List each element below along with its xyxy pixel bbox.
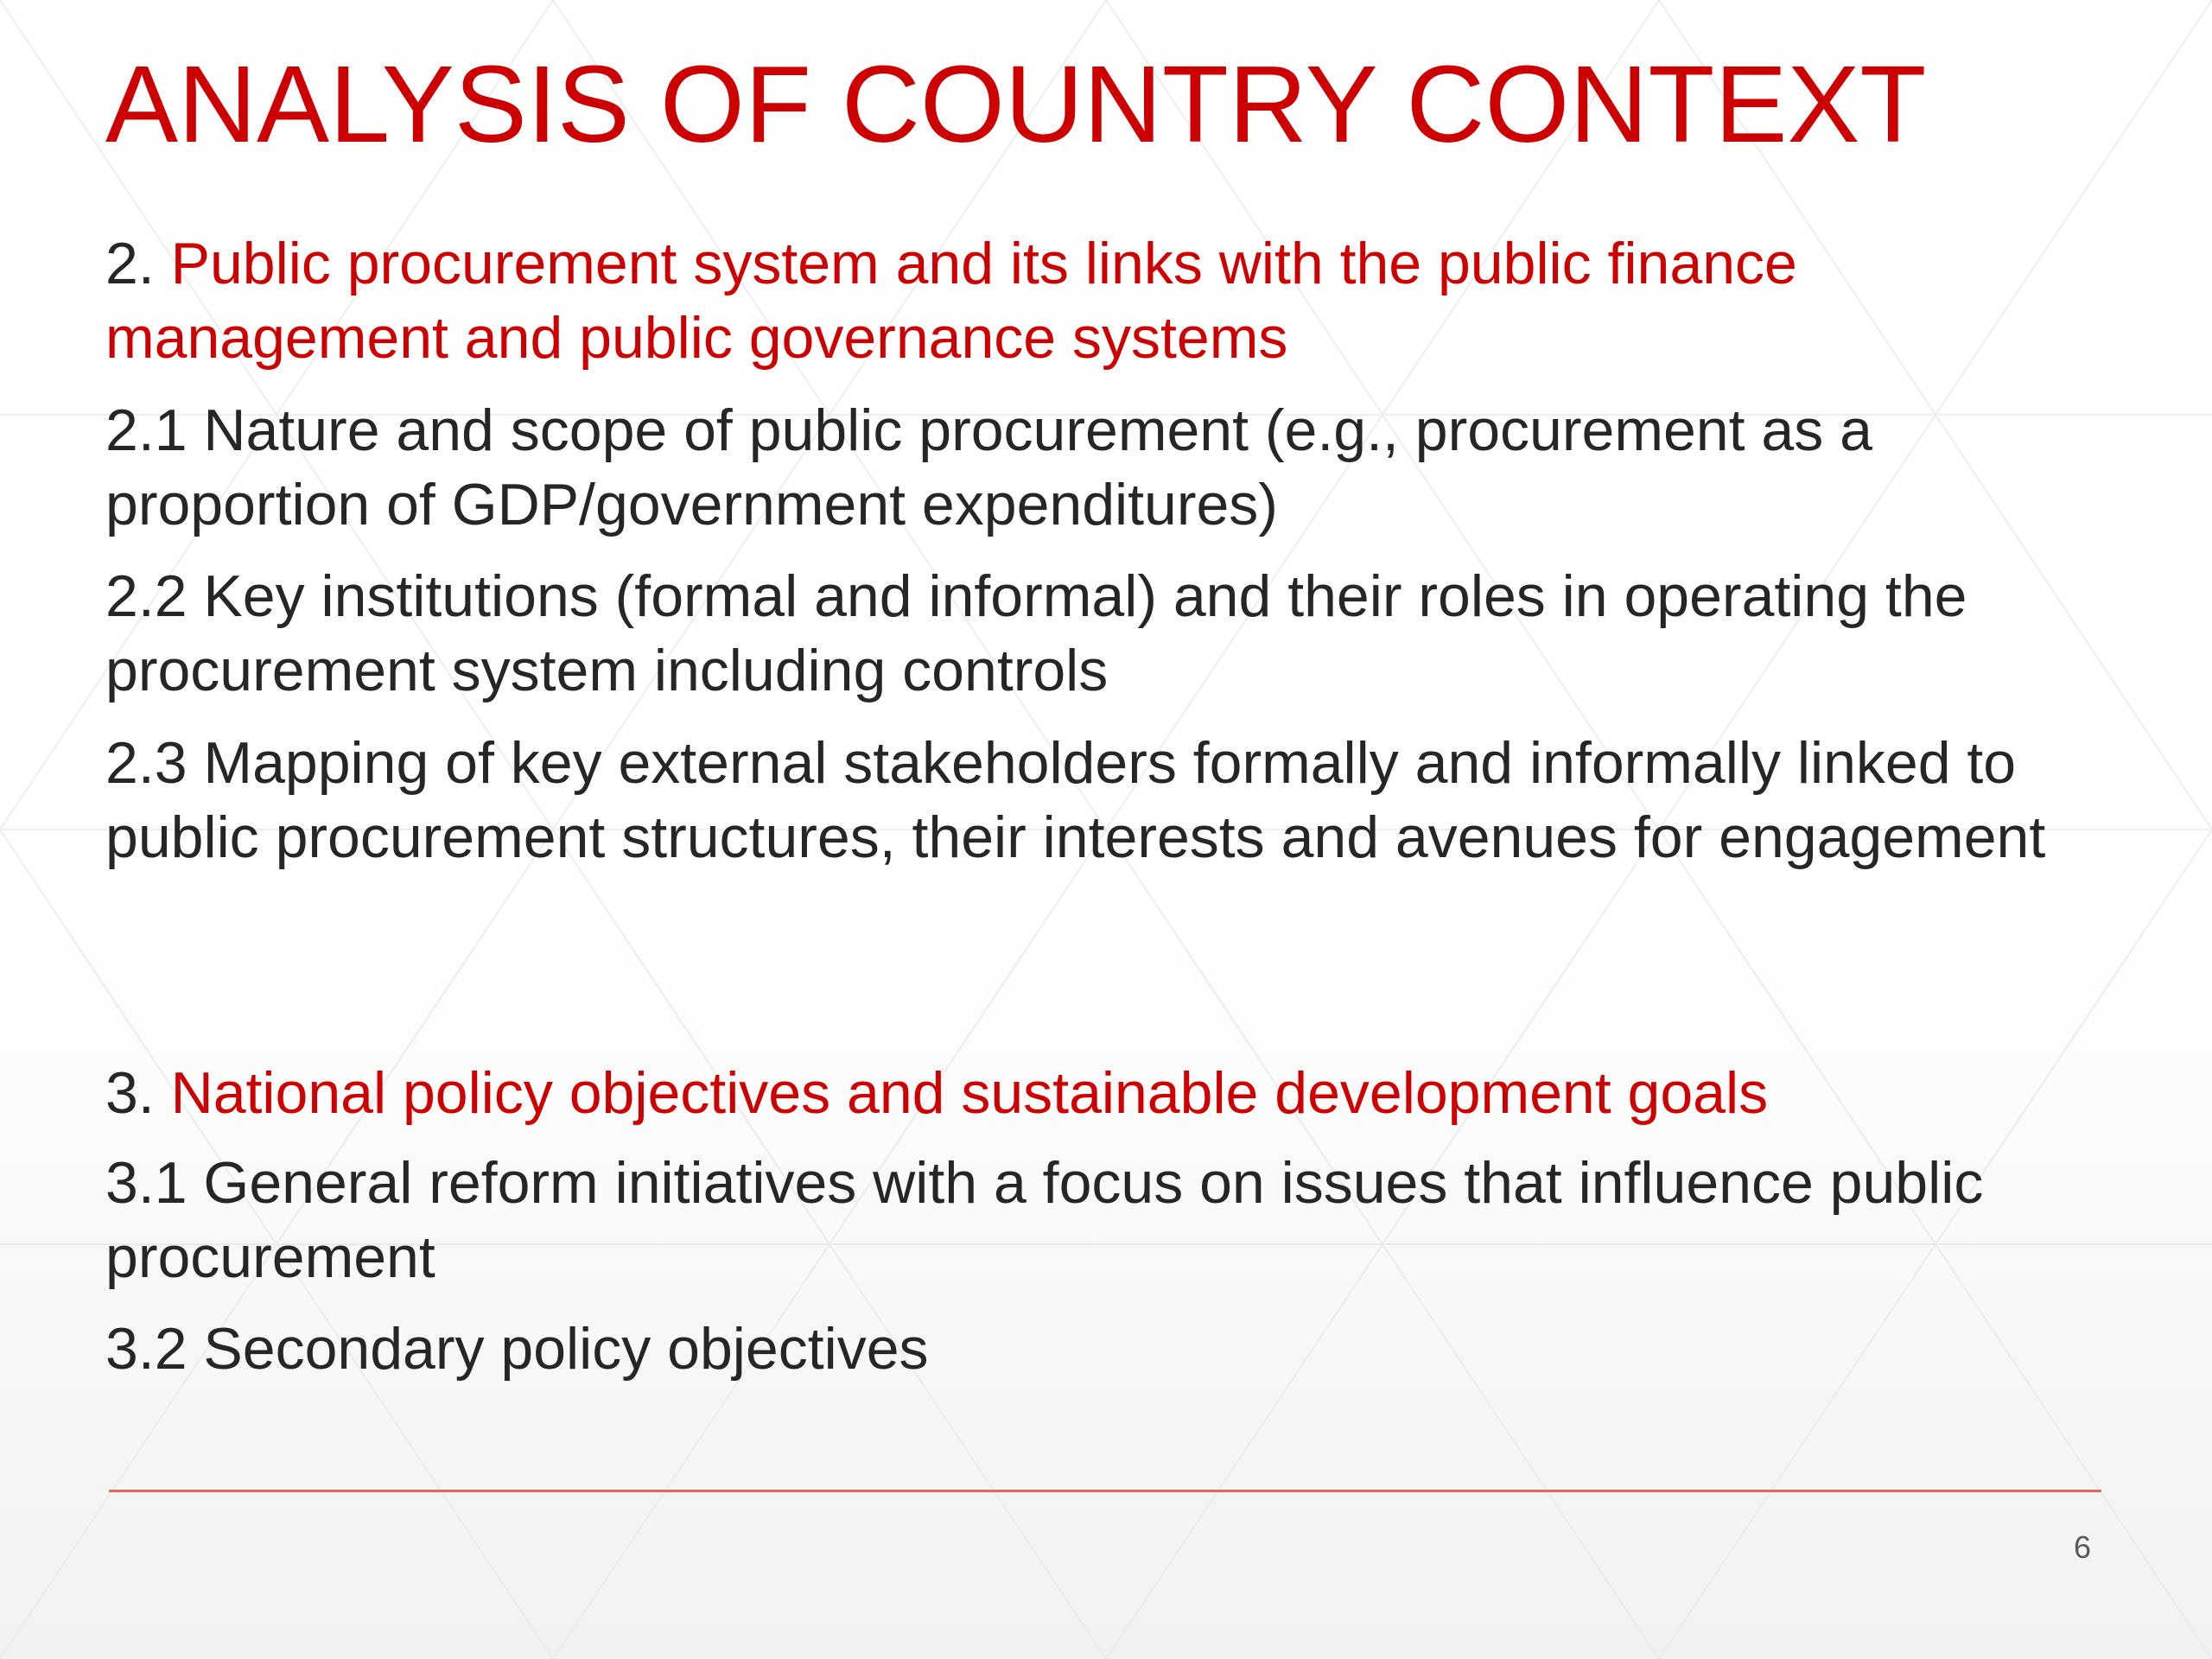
section-3-number: 3.	[105, 1060, 171, 1126]
section-2-heading	[105, 226, 2127, 375]
item-2-1: 2.1 Nature and scope of public procurement (e.g., procurement as a proportion of GDP/government expenditures)	[105, 397, 1872, 537]
item-2-3: 2.3 Mapping of key external stakeholders formally and informally linked to public procurement structures, their interests and avenues for engagement	[105, 730, 2046, 870]
item-2-2: 2.2 Key institutions (formal and informal) and their roles in operating the procurement system including controls	[105, 563, 1967, 703]
page-number: 6	[2073, 1529, 2091, 1565]
item-3-1: 3.1 General reform initiatives with a focus on issues that influence public procurement	[105, 1150, 1984, 1290]
slide-title: ANALYSIS OF COUNTRY CONTEXT	[105, 43, 1927, 165]
footer-divider	[109, 1490, 2101, 1492]
section-3-title: National policy objectives and sustainable development goals	[170, 1060, 1769, 1126]
section-2-number: 2.	[105, 231, 171, 296]
section-2-title: Public procurement system and its links with the public finance management and public governance systems	[105, 231, 1797, 371]
item-3-2: 3.2 Secondary policy objectives	[105, 1316, 929, 1382]
section-3-heading	[105, 1056, 2127, 1130]
